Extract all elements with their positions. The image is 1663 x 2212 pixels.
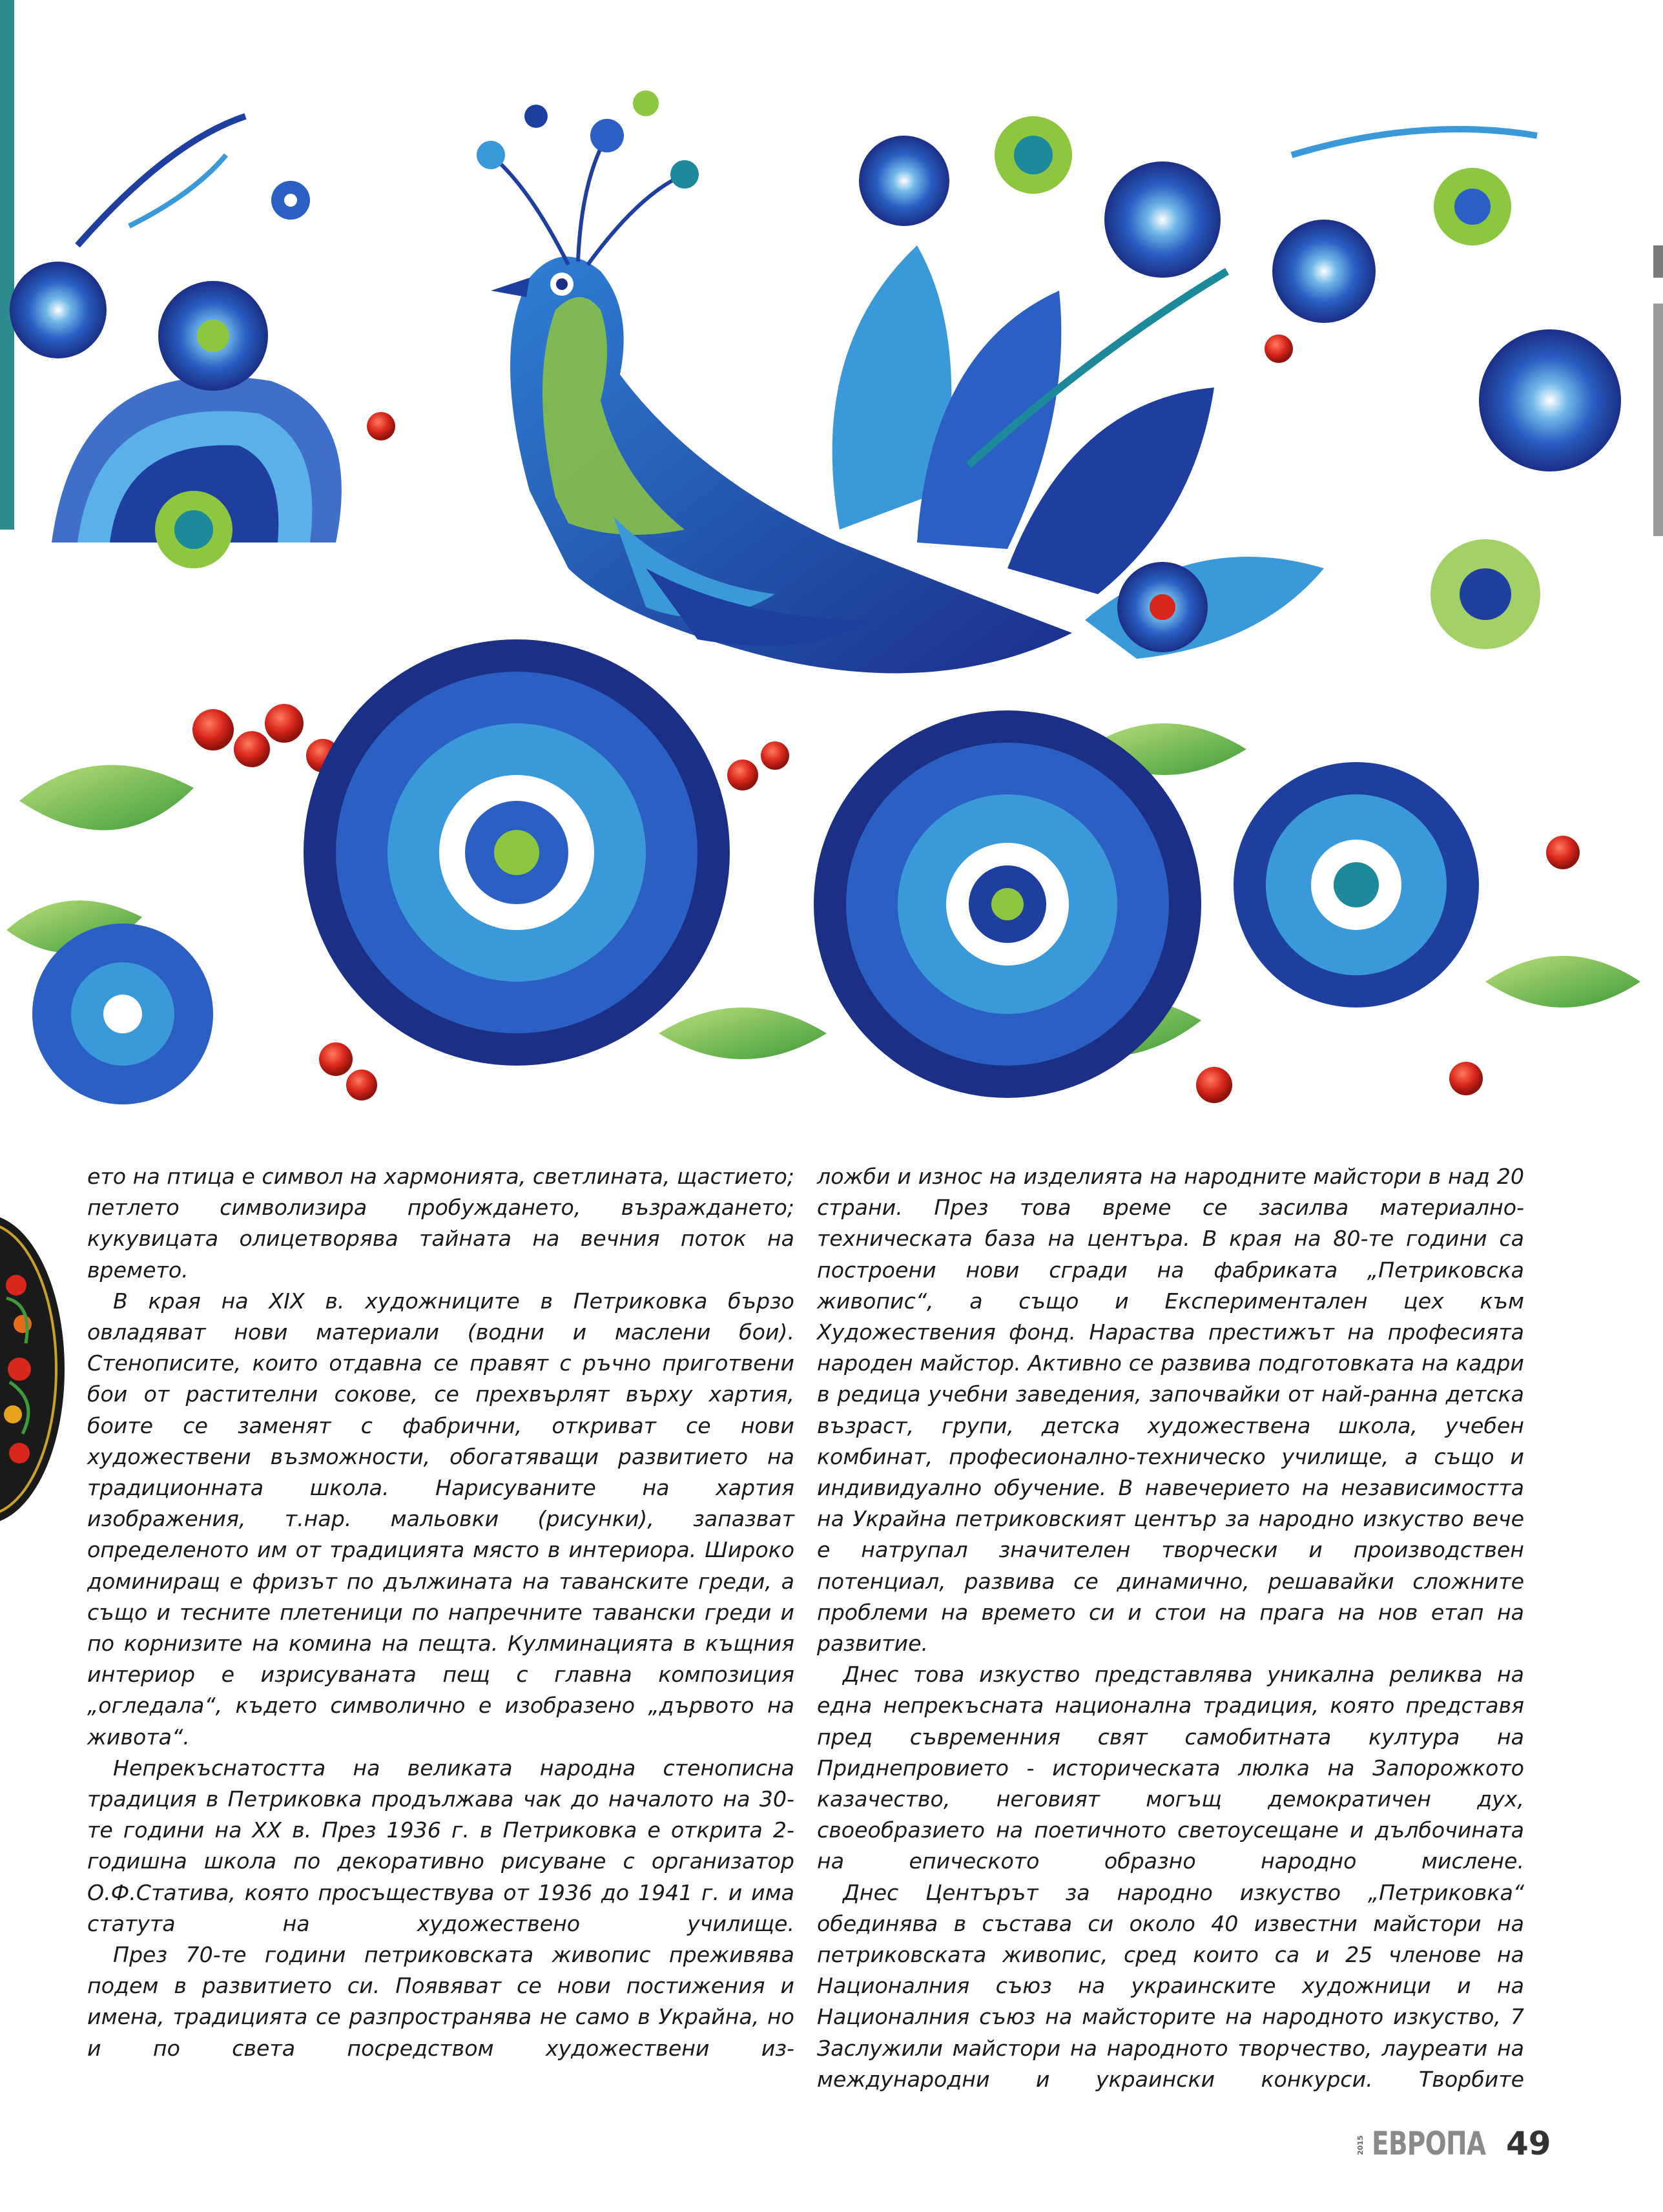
paragraph: ложби и износ на изделията на народните майстори в над 20 страни. През това време се засилва материално-техническата база на центъра. В края на 80-те години са построени нови сгради на фабриката „Петриковска живопис“, а също и Експериментален цех към Художествения фонд. Нараства престижът на професията народен майстор. Активно се развива подготовката на кадри в редица учебни заведения, започвайки от най-ранна детска възраст, групи, детска художествена школа, учебен комбинат, професионално-техническо училище, а също и индивидуално обучение. В навечерието на независимостта на Украйна петриковският център за народно изкуство вече е натрупал значителен творчески и производствен потенциал, развива се динамично, решавайки сложните проблеми на времето си и стои на прага на нов етап на развитие. [817, 1164, 1524, 1657]
text-column-right [817, 1161, 1524, 2095]
flower-far-right [1234, 762, 1479, 1008]
paragraph: В края на XIX в. художниците в Петриковка бързо овладяват нови материали (водни и маслени бои). Стенописите, които отдавна се правят с ръчно приготвени бои от растителни сокове, се прехвърлят върху хартия, боите се заменят с фабрични, откриват се нови художествени възможности, обогатяващи развитието на традиционната школа. Нарисуваните на хартия изображения, т.нар. мальовки (рисунки), запазват определеното им от традицията място в интериора. Широко доминиращ е фризът по дължината на таванските греди, а също и тесните плетеници по напречните тавански греди и по корнизите на комина на пещта. Кулминацията в къщния интериор е изрисуваната пещ с главна композиция „огледала“, където символично е изобразено „дървото на живота“. [87, 1288, 794, 1750]
large-blue-flower-left [304, 639, 730, 1066]
flower-lower-left [32, 924, 213, 1104]
paragraph: Непрекъснатостта на великата народна стенописна традиция в Петриковка продължава чак до началото на 30-те години на XX в. През 1936 г. в Петриковка е открита 2-годишна школа по декоративно рисуване с организатор О.Ф.Статива, която просъществува от 1936 до 1941 г. и има статута на художествено училище. [87, 1755, 794, 1936]
decorative-plate-image [0, 1214, 65, 1524]
paragraph: Днес това изкуство представлява уникална реликва на една непрекъсната национална традиция, която представя пред съвременния свят самобитната култура на Приднепровието - историческата люлка на Запорожкото казачество, неговият могъщ демократичен дух, своеобразието на поетичното светоусещане и дълбочината на епическото образно народно мислене. [817, 1662, 1524, 1874]
paragraph: ето на птица е символ на хармонията, светлината, щастието; петлето символизира пробуждането, възраждането; кукувицата олицетворява тайната на вечния поток на времето. [87, 1164, 794, 1283]
large-blue-flower-right [814, 710, 1201, 1098]
left-fan-flower [52, 377, 342, 568]
paragraph: През 70-те години петриковската живопис преживява подем в развитието си. Появяват се нови постижения и имена, традицията се разпространява не само в Украйна, но и по света посредством художествени из- [87, 1942, 794, 2061]
petrykivka-painting-illustration [0, 78, 1663, 1137]
magazine-issue-label: 2015 [1356, 2135, 1365, 2156]
magazine-name: ЕВРОПА [1372, 2125, 1486, 2162]
text-column-left [87, 1161, 794, 2064]
paragraph: Днес Центърът за народно изкуство „Петриковка“ обединява в състава си около 40 известни майстори на петриковската живопис, сред които са и 25 членове на Националния съюз на украинските художници и на Националния съюз на майсторите на народното изкуство, 7 Заслужили майстори на народното творчество, лауреати на международни и украински конкурси. Творбите [817, 1879, 1524, 2092]
upper-left-flowers [10, 116, 310, 391]
page-number: 49 [1506, 2125, 1551, 2162]
page-footer [1356, 2125, 1589, 2170]
